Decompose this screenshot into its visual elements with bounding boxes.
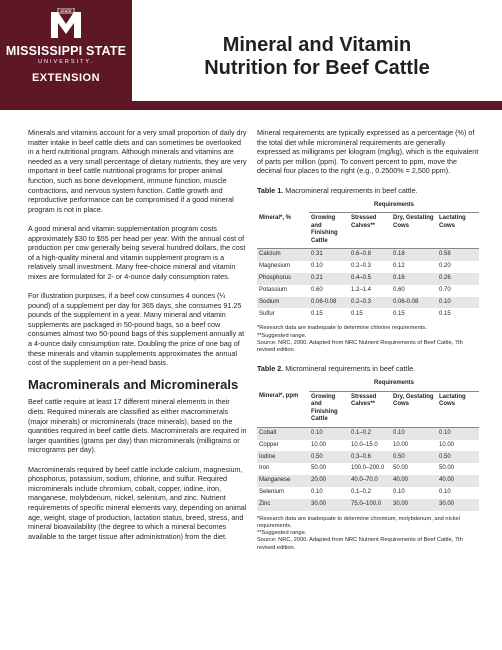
table2-footnotes — [257, 516, 479, 552]
table-row: Zinc 30.00 75.0–100.0 30.00 30.00 — [257, 499, 479, 511]
msu-extension-logo — [0, 0, 132, 110]
illustration-paragraph: For illustration purposes, if a beef cow consumes 4 ounces (¼ pound) of a supplement per day for 365 days, she consumes 91.25 pounds of the supplement in a year. Many mineral and vitamin supplements are packaged in 50-pound bags, so a beef cow consumes almost two 50-pound bags of this supplement annually at a 4-ounce daily consumption rate. Doubling the price of one bag of these minerals and vitamin supplements approximates the annual cost of the supplement on a per-head basis. — [28, 291, 245, 368]
table2-requirements-header: Requirements — [309, 378, 479, 391]
table-row: Potassium 0.60 1.2–1.4 0.60 0.70 — [259, 286, 451, 293]
table-row: Calcium 0.31 0.6–0.8 0.18 0.58 — [257, 249, 479, 261]
table2-col-growing: Growing and Finishing Cattle — [309, 391, 349, 427]
title-line-2: Nutrition for Beef Cattle — [204, 57, 430, 79]
table2-col-lactating: Lactating Cows — [437, 391, 479, 427]
required-minerals-paragraph: Macrominerals required by beef cattle include calcium, magnesium, phosphorus, potassium, sodium, chlorine, and sulfur. Required microminerals include chromium, cobalt, copper, iodine, iron, manganese, molybdenum, nickel, selenium, and zinc. Nutrient requirements of specific mineral elements vary, depending on animal age, weight, stage of production, lactation status, breed, stress, and mineral bioavailability (the degree to which a mineral becomes available to the target tissue after administration) from the diet. — [28, 464, 247, 541]
table1-requirements-header: Requirements — [309, 200, 479, 213]
table2-caption — [257, 364, 479, 373]
page-title — [132, 34, 502, 80]
section-heading: Macrominerals and Microminerals — [28, 377, 239, 393]
table-row: Iodine 0.50 0.3–0.6 0.50 0.50 — [257, 451, 479, 463]
logo-mark-text: STATE — [60, 9, 72, 13]
logo-name: MISSISSIPPI STATE — [5, 44, 127, 58]
table1-caption — [257, 186, 479, 195]
table1-col-stressed: Stressed Calves** — [349, 213, 391, 249]
table2-col-stressed: Stressed Calves** — [349, 391, 391, 427]
msu-m-mark-icon — [50, 8, 82, 42]
table-row: Iron 50.00 100.0–200.0 50.00 50.00 — [259, 465, 455, 472]
footnote: **Suggested range. — [257, 332, 307, 339]
table1-col-lactating: Lactating Cows — [437, 213, 479, 249]
table-row: Selenium 0.10 0.1–0.2 0.10 0.10 — [259, 489, 451, 496]
table2-col-mineral: Mineral*, ppm — [257, 391, 309, 427]
left-column — [28, 128, 248, 551]
right-column — [257, 128, 479, 552]
table-row: Manganese 20.00 40.0–70.0 40.00 40.00 — [257, 475, 479, 487]
table-row: Sodium 0.06-0.08 0.2–0.3 0.06-0.08 0.10 — [257, 297, 479, 309]
table2-caption-text: Micromineral requirements in beef cattle. — [285, 364, 416, 374]
footnote: *Research data are inadequate to determine chlorine requirements. — [257, 325, 427, 332]
table1-col-mineral: Mineral*, % — [257, 213, 309, 249]
logo-university: UNIVERSITY. — [38, 59, 94, 65]
table-row: Phosphorus 0.21 0.4–0.5 0.16 0.26 — [257, 273, 479, 285]
cost-paragraph: A good mineral and vitamin supplementation program costs approximately $30 to $55 per head per year. With the annual cost of production per cow generally being several hundred dollars, the cost of a high-quality mineral and vitamin supplement program is a relatively small investment. Many free-choice mineral and vitamin mixes are formulated for 2- or 4-ounce daily consumption rates. — [28, 223, 246, 281]
intro-paragraph: Minerals and vitamins account for a very small proportion of daily dry matter intake in beef cattle diets and can sometimes be overlooked in a herd nutritional program. Although minerals and vitamins are needed as a very small percentage of dietary nutrients, they are very important in beef cattle nutritional programs for proper animal function, such as bone development, immune function, muscle contractions, and nervous system function. Cattle growth and reproductive performance can be compromised if a good mineral program is not in place. — [28, 128, 247, 214]
logo-extension: EXTENSION — [31, 72, 101, 84]
footnote: *Research data are inadequate to determine chromium, molybdenum, and nickel requirements. — [257, 515, 460, 529]
table2-col-dry: Dry, Gestating Cows — [391, 391, 437, 427]
footnote: Source: NRC, 2000. Adapted from NRC Nutrient Requirements of Beef Cattle, 7th revised edition. — [257, 537, 463, 551]
footnote: **Suggested range. — [257, 530, 307, 537]
table1-col-growing: Growing and Finishing Cattle — [309, 213, 349, 249]
micromineral-table — [257, 378, 479, 511]
header-accent-bar — [132, 101, 502, 110]
title-area — [132, 0, 502, 110]
page-header — [0, 0, 502, 110]
table-row: Copper 10.00 10.0–15.0 10.00 10.00 — [259, 441, 455, 448]
table2-label: Table 2. — [257, 364, 284, 374]
title-line-1: Mineral and Vitamin — [222, 34, 412, 56]
footnote: Source: NRC, 2000. Adapted from NRC Nutrient Requirements of Beef Cattle, 7th revised edition. — [257, 339, 463, 353]
table1-caption-text: Macromineral requirements in beef cattle. — [285, 185, 418, 195]
conversion-paragraph: Mineral requirements are typically expressed as a percentage (%) of the total diet while micromineral requirements are generally expressed as milligrams per kilogram (mg/kg), which is the equivalent of parts per million (ppm). To convert percent to ppm, move the decimal four places to the right (e.g., 0.2500% = 2,500 ppm). — [257, 128, 479, 176]
table-row: Magnesium 0.10 0.2–0.3 0.12 0.20 — [259, 263, 451, 270]
minerals-paragraph: Beef cattle require at least 17 different mineral elements in their diets. Required minerals are classified as either macrominerals (major minerals) or microminerals (trace minerals), based on the quantities required in beef cattle diets. Macrominerals are required in larger quantities (grams per day) than microminerals (milligrams or micrograms per day). — [28, 397, 247, 455]
macromineral-table — [257, 200, 479, 321]
table-row: Sulfur 0.15 0.15 0.15 0.15 — [259, 310, 451, 317]
table1-label: Table 1. — [257, 185, 284, 195]
table1-col-dry: Dry, Gestating Cows — [391, 213, 437, 249]
table-row: Cobalt 0.10 0.1–0.2 0.10 0.10 — [257, 427, 479, 439]
table1-footnotes — [257, 325, 479, 354]
